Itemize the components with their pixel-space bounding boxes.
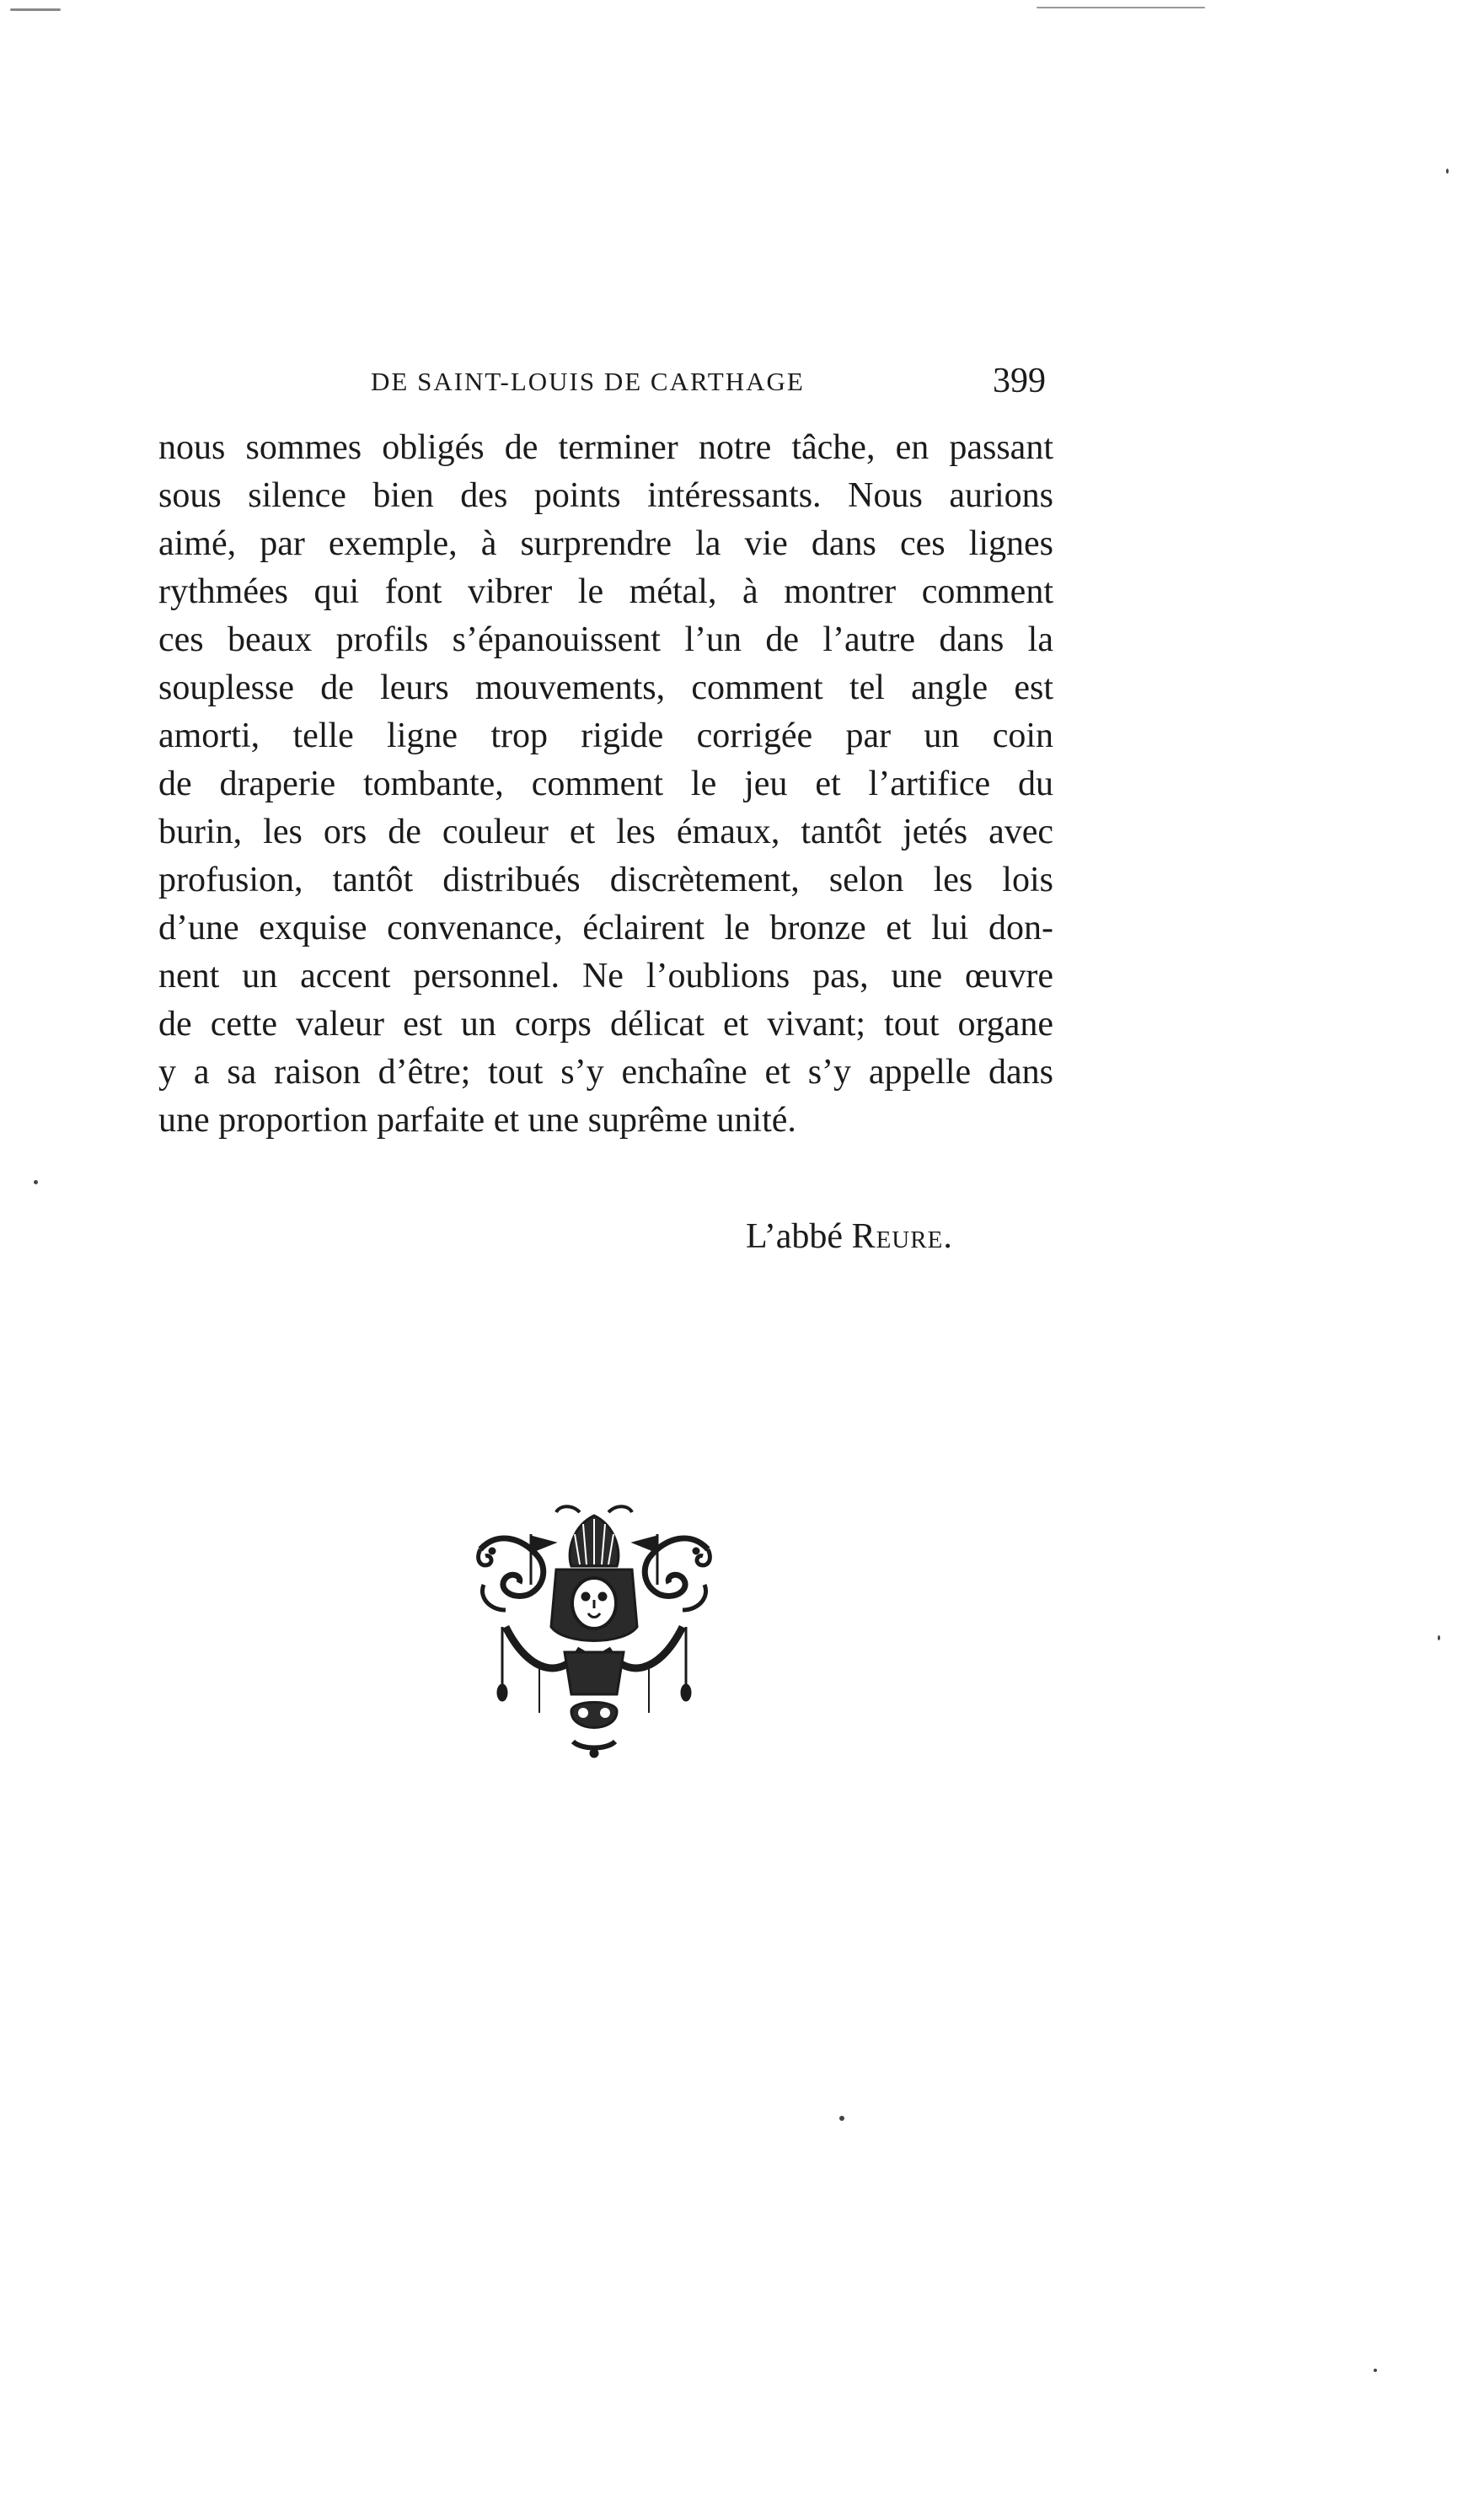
scan-speck — [1446, 169, 1449, 174]
text-line: souplesse de leurs mouvements, comment tel angle est — [158, 668, 1053, 707]
text-line: burin, les ors de couleur et les émaux, tantôt jetés avec — [158, 813, 1053, 851]
text-line: de cette valeur est un corps délicat et vivant; tout organe — [158, 1005, 1053, 1044]
author-signature — [746, 1216, 952, 1257]
signature-suffix: . — [943, 1217, 952, 1256]
signature-name: Reure — [851, 1217, 944, 1256]
scan-speck — [1374, 2369, 1377, 2372]
text-line: ces beaux profils s’épanouissent l’un de l’autre dans la — [158, 620, 1053, 659]
text-line: rythmées qui font vibrer le métal, à montrer comment — [158, 572, 1053, 611]
body-paragraph — [158, 424, 1053, 1145]
scan-speck — [10, 8, 61, 11]
text-line: nent un accent personnel. Ne l’oublions pas, une œuvre — [158, 957, 1053, 996]
text-line: sous silence bien des points intéressants. Nous aurions — [158, 476, 1053, 515]
scan-speck — [1037, 7, 1205, 8]
scan-speck — [1438, 1635, 1440, 1640]
decorative-tailpiece-ornament-icon — [472, 1500, 716, 1762]
text-line: aimé, par exemple, à surprendre la vie dans ces lignes — [158, 524, 1053, 563]
running-head: DE SAINT-LOUIS DE CARTHAGE — [371, 367, 805, 396]
signature-prefix: L’abbé — [746, 1217, 844, 1256]
scan-speck — [839, 2116, 844, 2121]
text-line: d’une exquise convenance, éclairent le bronze et lui don- — [158, 909, 1053, 947]
text-line: amorti, telle ligne trop rigide corrigée par un coin — [158, 716, 1053, 755]
text-line: une proportion parfaite et une suprême unité. — [158, 1101, 796, 1140]
text-line: y a sa raison d’être; tout s’y enchaîne et s’y appelle dans — [158, 1053, 1053, 1092]
text-line: nous sommes obligés de terminer notre tâche, en passant — [158, 428, 1053, 467]
scan-speck — [34, 1180, 38, 1184]
text-line: de draperie tombante, comment le jeu et l’artifice du — [158, 765, 1053, 803]
text-line: profusion, tantôt distribués discrètement, selon les lois — [158, 861, 1053, 899]
page-number: 399 — [993, 362, 1046, 400]
